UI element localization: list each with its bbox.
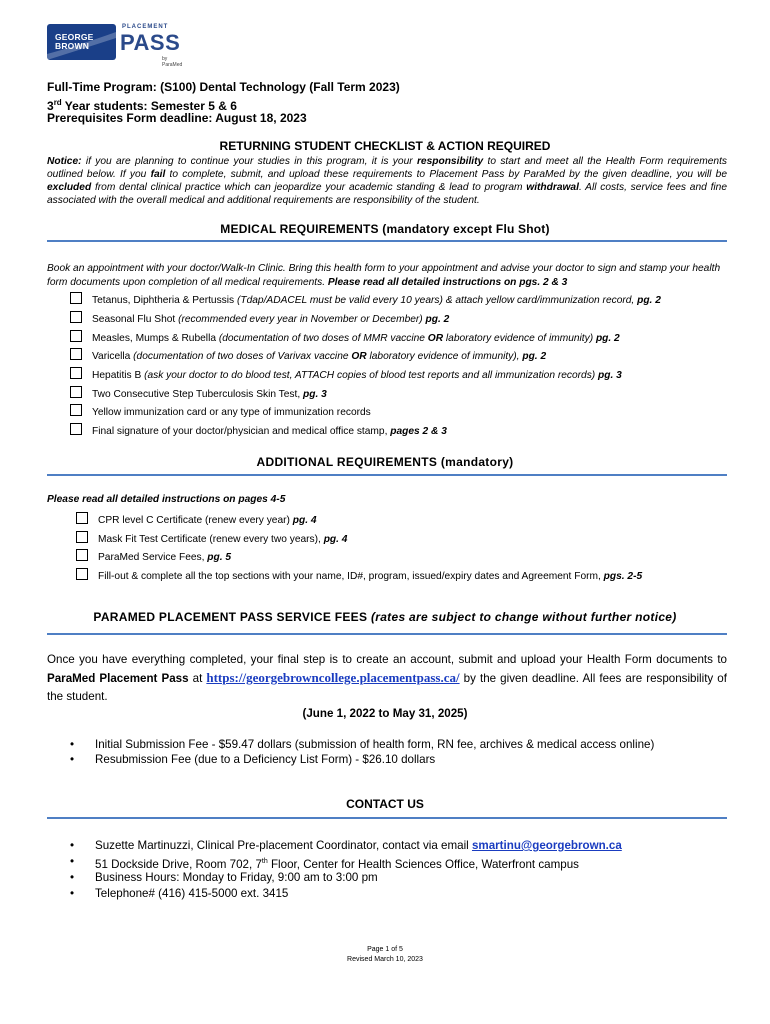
revision-date: Revised March 10, 2023 bbox=[347, 956, 423, 963]
checklist-item[interactable]: Mask Fit Test Certificate (renew every two years), pg. 4 bbox=[76, 531, 347, 547]
medical-intro: Book an appointment with your doctor/Walk-In Clinic. Bring this health form to your appointment and advise your doctor to sign and stamp your health form documents upon completion of all medical requirements. Please read all detailed instructions on pgs. 2 & 3 bbox=[47, 263, 721, 288]
page-number: Page 1 of 5 bbox=[367, 946, 403, 953]
additional-section-title: ADDITIONAL REQUIREMENTS (mandatory) bbox=[256, 455, 514, 469]
checklist-item[interactable]: Final signature of your doctor/physician and medical office stamp, pages 2 & 3 bbox=[70, 423, 447, 439]
checkbox[interactable] bbox=[76, 549, 88, 561]
checkbox[interactable] bbox=[70, 311, 82, 323]
medical-section-title: MEDICAL REQUIREMENTS (mandatory except Flu Shot) bbox=[220, 222, 550, 236]
checklist-item[interactable]: ParaMed Service Fees, pg. 5 bbox=[76, 549, 231, 565]
fees-section-title: PARAMED PLACEMENT PASS SERVICE FEES (rates are subject to change without further notice) bbox=[93, 610, 677, 624]
checklist-item[interactable]: Seasonal Flu Shot (recommended every year in November or December) pg. 2 bbox=[70, 311, 449, 327]
placement-pass-logo: PLACEMENT PASS by ParaMed bbox=[120, 24, 183, 68]
checklist-item[interactable]: Two Consecutive Step Tuberculosis Skin Test, pg. 3 bbox=[70, 386, 327, 402]
section-divider bbox=[47, 633, 727, 635]
list-item: • Suzette Martinuzzi, Clinical Pre-placement Coordinator, contact via email smartinu@georgebrown.ca bbox=[70, 839, 622, 852]
checkbox[interactable] bbox=[70, 367, 82, 379]
list-item: • Initial Submission Fee - $59.47 dollars (submission of health form, RN fee, archives & medical access online) bbox=[70, 738, 655, 751]
fees-paragraph: Once you have everything completed, your final step is to create an account, submit and upload your Health Form documents to ParaMed Placement Pass at https://georgebrowncollege.placementpass.ca/ by the given deadline. All fees are responsibility of the student. bbox=[47, 653, 727, 703]
additional-intro: Please read all detailed instructions on pages 4-5 bbox=[47, 494, 286, 505]
checkbox[interactable] bbox=[70, 292, 82, 304]
checkbox[interactable] bbox=[70, 386, 82, 398]
contact-section-title: CONTACT US bbox=[346, 797, 424, 811]
program-title: Full-Time Program: (S100) Dental Technology (Fall Term 2023) bbox=[47, 80, 400, 94]
section-divider bbox=[47, 817, 727, 819]
list-item: • 51 Dockside Drive, Room 702, 7th Floor, Center for Health Sciences Office, Waterfront campus bbox=[70, 855, 579, 871]
checklist-item[interactable]: Yellow immunization card or any type of immunization records bbox=[70, 404, 371, 420]
deadline-line: Prerequisites Form deadline: August 18, 2023 bbox=[47, 111, 307, 125]
george-brown-logo-text: GEORGE BROWN bbox=[55, 32, 94, 51]
checkbox[interactable] bbox=[70, 348, 82, 360]
checklist-title: RETURNING STUDENT CHECKLIST & ACTION REQUIRED bbox=[219, 139, 551, 153]
checkbox[interactable] bbox=[76, 512, 88, 524]
year-line: 3rd Year students: Semester 5 & 6 bbox=[47, 98, 237, 113]
checklist-item[interactable]: Fill-out & complete all the top sections with your name, ID#, program, issued/expiry dates and Agreement Form, pgs. 2-5 bbox=[76, 568, 642, 584]
placement-pass-link[interactable]: https://georgebrowncollege.placementpass.ca/ bbox=[206, 670, 460, 685]
coordinator-email-link[interactable]: smartinu@georgebrown.ca bbox=[471, 839, 622, 852]
fee-period: (June 1, 2022 to May 31, 2025) bbox=[302, 707, 468, 720]
list-item: • Telephone# (416) 415-5000 ext. 3415 bbox=[70, 887, 289, 900]
checkbox[interactable] bbox=[76, 531, 88, 543]
checklist-item[interactable]: Varicella (documentation of two doses of Varivax vaccine OR laboratory evidence of immunity), pg. 2 bbox=[70, 348, 546, 364]
section-divider bbox=[47, 240, 727, 242]
list-item: • Business Hours: Monday to Friday, 9:00 am to 3:00 pm bbox=[70, 871, 378, 884]
section-divider bbox=[47, 474, 727, 476]
checkbox[interactable] bbox=[76, 568, 88, 580]
checkbox[interactable] bbox=[70, 330, 82, 342]
george-brown-logo bbox=[47, 24, 116, 60]
checklist-item[interactable]: CPR level C Certificate (renew every year) pg. 4 bbox=[76, 512, 317, 528]
notice-paragraph: Notice: if you are planning to continue your studies in this program, it is your responsibility to start and meet all the Health Form requirements outlined below. If you fail to complete, submit, and upload these requirements to Placement Pass by ParaMed by the given deadline, you will be excluded from dental clinical practice which can jeopardize your academic standing & lead to program withdrawal. All costs, service fees and fine associated with the overall medical and additional requirements are responsibility of the student. bbox=[47, 156, 727, 206]
checklist-item[interactable]: Hepatitis B (ask your doctor to do blood test, ATTACH copies of blood test reports and all immunization records) pg. 3 bbox=[70, 367, 622, 383]
list-item: • Resubmission Fee (due to a Deficiency List Form) - $26.10 dollars bbox=[70, 753, 436, 766]
checklist-item[interactable]: Measles, Mumps & Rubella (documentation of two doses of MMR vaccine OR laboratory evidence of immunity) pg. 2 bbox=[70, 330, 620, 346]
checkbox[interactable] bbox=[70, 404, 82, 416]
checklist-item[interactable]: Tetanus, Diphtheria & Pertussis (Tdap/ADACEL must be valid every 10 years) & attach yellow card/immunization record, pg. 2 bbox=[70, 292, 661, 308]
checkbox[interactable] bbox=[70, 423, 82, 435]
